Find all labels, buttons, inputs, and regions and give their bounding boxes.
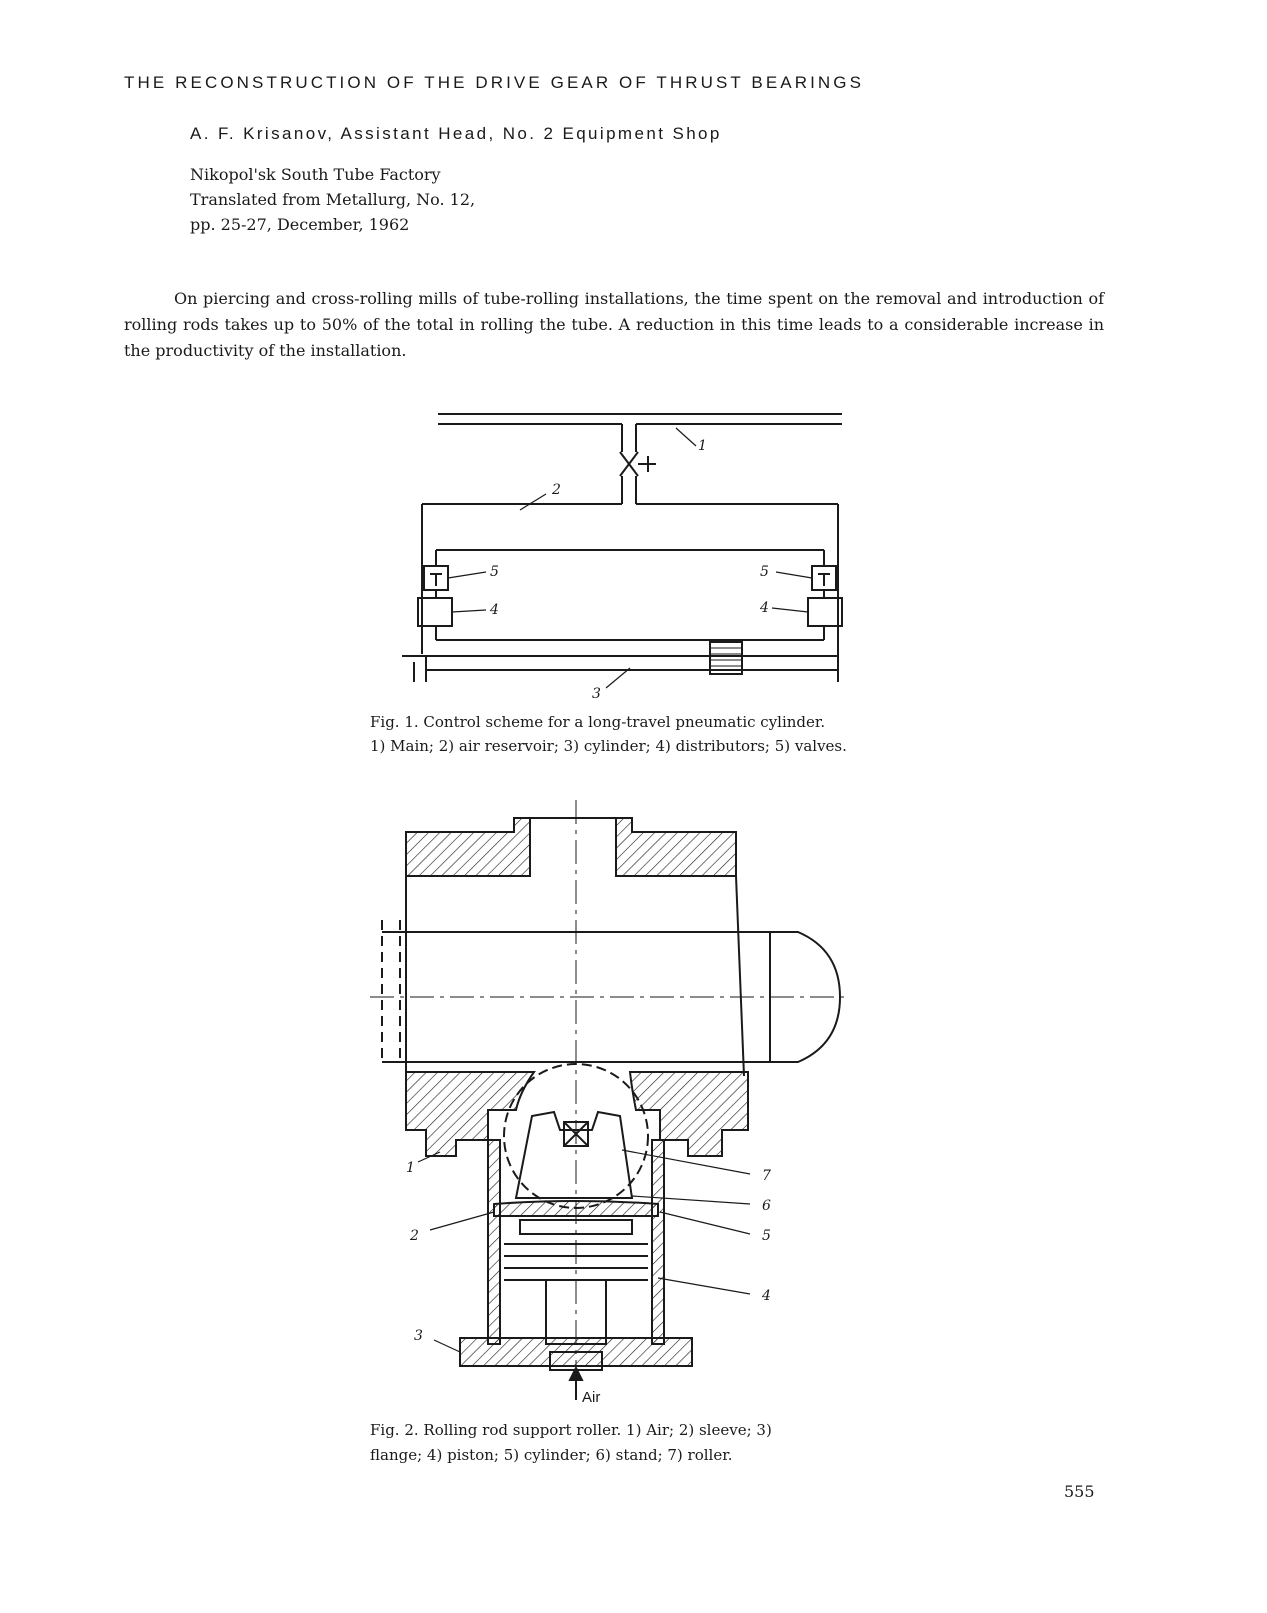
fig2-label-7: 7 bbox=[762, 1168, 771, 1184]
fig1-label-distributor-left: 4 bbox=[490, 602, 499, 618]
caption-line: Fig. 2. Rolling rod support roller. 1) Air; 2) sleeve; 3) bbox=[370, 1421, 772, 1439]
fig2-label-2: 2 bbox=[410, 1228, 419, 1244]
fig2-air-label: Air bbox=[582, 1389, 601, 1406]
fig1-label-valve-left: 5 bbox=[490, 564, 499, 580]
fig2-label-1: 1 bbox=[406, 1160, 415, 1176]
figure-2-caption bbox=[370, 1418, 772, 1468]
fig1-label-reservoir: 2 bbox=[552, 482, 561, 498]
figure-1-diagram bbox=[380, 400, 860, 700]
fig1-label-cylinder: 3 bbox=[592, 686, 601, 700]
fig2-label-5: 5 bbox=[762, 1228, 771, 1244]
page-number: 555 bbox=[1064, 1482, 1095, 1501]
caption-line: Fig. 1. Control scheme for a long-travel pneumatic cylinder. bbox=[370, 713, 826, 731]
fig1-label-distributor-right: 4 bbox=[760, 600, 769, 616]
affiliation-block bbox=[190, 162, 475, 237]
fig2-label-4: 4 bbox=[762, 1288, 771, 1304]
fig1-label-main: 1 bbox=[698, 438, 707, 454]
affiliation-line: Nikopol'sk South Tube Factory bbox=[190, 165, 441, 184]
affiliation-line: Translated from Metallurg, No. 12, bbox=[190, 190, 476, 209]
figure-2-diagram bbox=[370, 800, 870, 1408]
intro-paragraph-block bbox=[124, 286, 1104, 364]
figure-1-caption bbox=[370, 710, 847, 758]
caption-line: 1) Main; 2) air reservoir; 3) cylinder; 4) distributors; 5) valves. bbox=[370, 737, 847, 755]
intro-paragraph: On piercing and cross-rolling mills of tube-rolling installations, the time spent on the removal and introduction of rolling rods takes up to 50% of the total in rolling the tube. A reduction in this time leads to a considerable increase in the productivity of the installation. bbox=[124, 289, 1104, 360]
fig1-label-valve-right: 5 bbox=[760, 564, 769, 580]
author-line: A. F. Krisanov, Assistant Head, No. 2 Equipment Shop bbox=[190, 124, 722, 143]
affiliation-line: pp. 25-27, December, 1962 bbox=[190, 215, 410, 234]
fig2-label-6: 6 bbox=[762, 1198, 771, 1214]
caption-line: flange; 4) piston; 5) cylinder; 6) stand; 7) roller. bbox=[370, 1446, 733, 1464]
fig2-label-3: 3 bbox=[414, 1328, 423, 1344]
article-title: THE RECONSTRUCTION OF THE DRIVE GEAR OF THRUST BEARINGS bbox=[124, 73, 865, 92]
